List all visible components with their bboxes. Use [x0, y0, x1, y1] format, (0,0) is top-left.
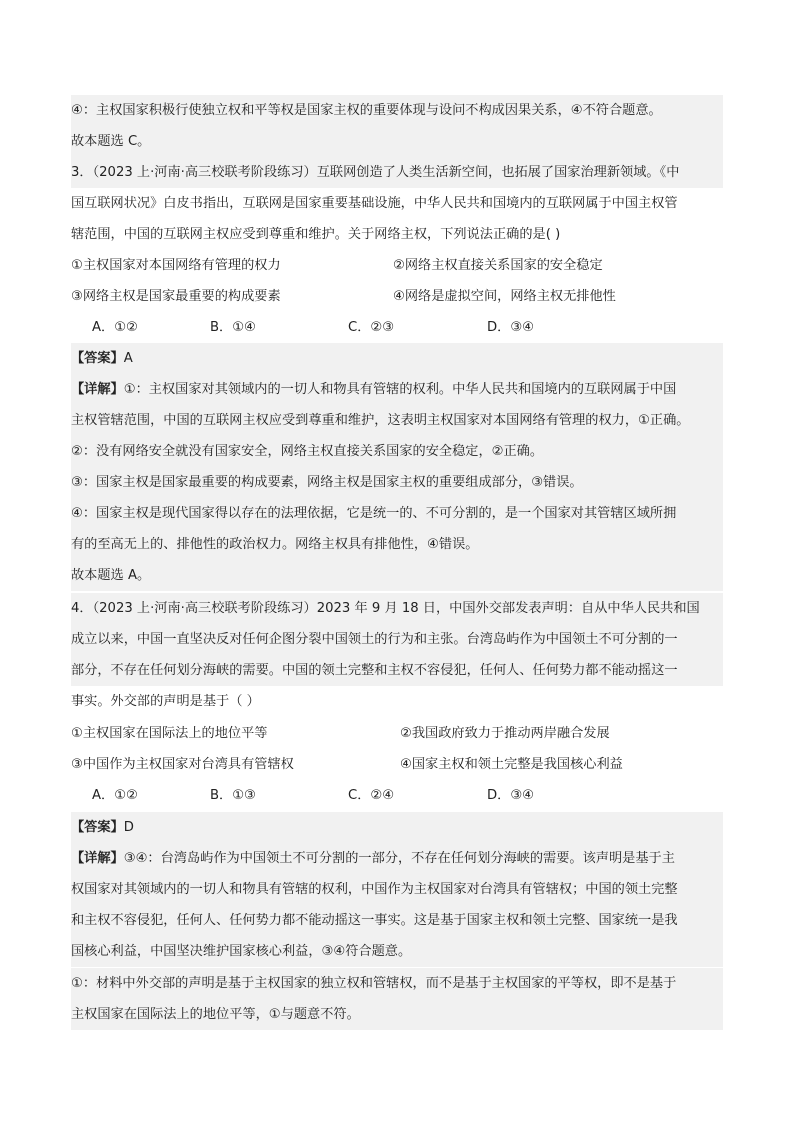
q4-options-row-2: [71, 749, 723, 780]
q3-answer-value: A: [123, 351, 133, 366]
q4-option-3: ③中国作为主权国家对台湾具有管辖权: [71, 757, 294, 772]
q3-explain-line-4: ③：国家主权是国家最重要的构成要素，网络主权是国家主权的重要组成部分，③错误。: [71, 467, 723, 498]
q4-choice-c[interactable]: C．②④: [348, 788, 395, 803]
q3-option-4: ④网络是虚拟空间，网络主权无排他性: [393, 289, 616, 304]
q4-answer-label: 【答案】: [71, 820, 124, 835]
q4-choice-d[interactable]: D．③④: [487, 788, 534, 803]
q3-choice-b[interactable]: B．①④: [210, 320, 256, 335]
q4-explain-line-5: ①：材料中外交部的声明是基于主权国家的独立权和管辖权，而不是基于主权国家的平等权，即不是基于: [71, 968, 723, 999]
q4-explain-line-6: 主权国家在国际法上的地位平等，①与题意不符。: [71, 999, 723, 1030]
q3-conclusion-line: 故本题选 A。: [71, 560, 723, 591]
q3-stem-line-1: 3．（2023 上·河南·高三校联考阶段练习）互联网创造了人类生活新空间，也拓展了国家治理新领域。《中: [71, 157, 723, 188]
q3-explain-line-1: [71, 374, 723, 405]
q3-explain-text-1: ①：主权国家对其领域内的一切人和物具有管辖的权利。中华人民共和国境内的互联网属于中国: [123, 382, 677, 397]
q3-options-row-1: [71, 250, 723, 281]
q4-option-4: ④国家主权和领土完整是我国核心利益: [400, 757, 623, 772]
q3-option-1: ①主权国家对本国网络有管理的权力: [71, 258, 281, 273]
q4-option-2: ②我国政府致力于推动两岸融合发展: [400, 726, 610, 741]
q4-choice-b[interactable]: B．①③: [210, 788, 256, 803]
q4-option-1: ①主权国家在国际法上的地位平等: [71, 726, 268, 741]
q3-option-3: ③网络主权是国家最重要的构成要素: [71, 289, 281, 304]
q4-explain-label: 【详解】: [71, 851, 124, 866]
q4-answer-value: D: [123, 820, 134, 835]
q4-stem-line-2: 成立以来，中国一直坚决反对任何企图分裂中国领土的行为和主张。台湾岛屿作为中国领土不可分割的一: [71, 624, 723, 655]
prev-conclusion-line: 故本题选 C。: [71, 126, 723, 157]
q3-choice-a[interactable]: A．①②: [92, 320, 138, 335]
q4-explain-line-1: [71, 843, 723, 874]
q3-explain-line-3: ②：没有网络安全就没有国家安全，网络主权直接关系国家的安全稳定，②正确。: [71, 436, 723, 467]
q3-options-row-2: [71, 281, 723, 312]
q4-stem-line-4: 事实。外交部的声明是基于（ ）: [71, 694, 260, 709]
q3-choices: [71, 312, 723, 343]
q3-answer: [71, 343, 723, 374]
q3-explain-label: 【详解】: [71, 382, 124, 397]
q3-explain-line-6: 有的至高无上的、排他性的政治权力。网络主权具有排他性，④错误。: [71, 529, 723, 560]
q3-choice-c[interactable]: C．②③: [348, 320, 395, 335]
q4-explain-line-3: 和主权不容侵犯，任何人、任何势力都不能动摇这一事实。这是基于国家主权和领土完整、国家统一是我: [71, 905, 723, 936]
q3-explain-line-5: ④：国家主权是现代国家得以存在的法理依据，它是统一的、不可分割的，是一个国家对其管辖区域所拥: [71, 498, 723, 529]
q4-explain-line-2: 权国家对其领域内的一切人和物具有管辖的权利，中国作为主权国家对台湾具有管辖权；中国的领土完整: [71, 874, 723, 905]
q4-explain-text-1: ③④：台湾岛屿作为中国领土不可分割的一部分，不存在任何划分海峡的需要。该声明是基于主: [123, 851, 675, 866]
q4-explain-line-4: 国核心利益，中国坚决维护国家核心利益，③④符合题意。: [71, 936, 723, 967]
prev-explain-line: ④：主权国家积极行使独立权和平等权是国家主权的重要体现与设问不构成因果关系，④不符合题意。: [71, 95, 723, 126]
q4-stem-line-3: 部分，不存在任何划分海峡的需要。中国的领土完整和主权不容侵犯，任何人、任何势力都不能动摇这一: [71, 655, 723, 686]
q4-choice-a[interactable]: A．①②: [92, 788, 138, 803]
q3-answer-label: 【答案】: [71, 351, 124, 366]
q4-choices: [71, 780, 723, 811]
q3-explain-line-2: 主权管辖范围，中国的互联网主权应受到尊重和维护，这表明主权国家对本国网络有管理的权力，①正确。: [71, 405, 723, 436]
q3-stem-line-2: 国互联网状况》白皮书指出，互联网是国家重要基础设施，中华人民共和国境内的互联网属于中国主权管: [71, 196, 678, 211]
q4-answer: [71, 812, 723, 843]
q3-stem-line-3: 辖范围，中国的互联网主权应受到尊重和维护。关于网络主权，下列说法正确的是( ): [71, 227, 561, 242]
q3-option-2: ②网络主权直接关系国家的安全稳定: [393, 258, 603, 273]
q4-stem-line-1: 4．（2023 上·河南·高三校联考阶段练习）2023 年 9 月 18 日，中国外交部发表声明：自从中华人民共和国: [71, 593, 723, 624]
q4-options-row-1: [71, 718, 723, 749]
q3-choice-d[interactable]: D．③④: [487, 320, 534, 335]
